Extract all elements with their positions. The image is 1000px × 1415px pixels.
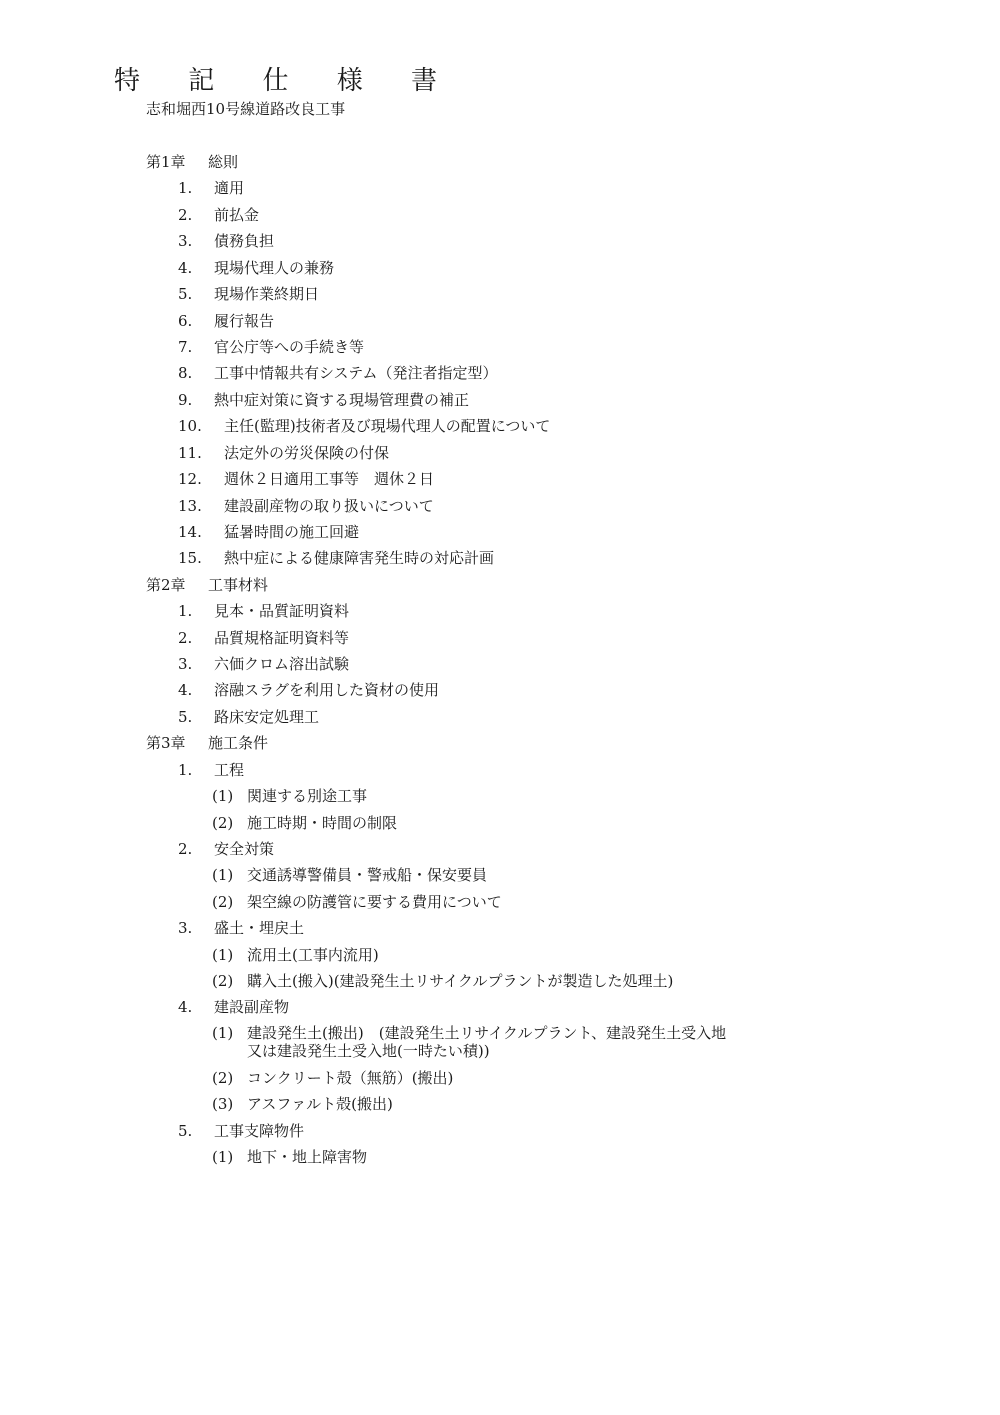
list-item <box>178 680 439 700</box>
item-text: 猛暑時間の施工回避 <box>224 523 360 541</box>
sub-item <box>212 1147 367 1167</box>
list-item <box>178 654 349 674</box>
sub-item-text: 建設発生土(搬出) (建設発生土リサイクルプラント、建設発生土受入地 <box>247 1024 727 1042</box>
list-item <box>178 760 244 780</box>
item-number: 5. <box>178 1122 193 1140</box>
sub-item-text: アスファルト殻(搬出) <box>247 1095 393 1113</box>
item-text: 六価クロム溶出試験 <box>214 655 350 673</box>
list-item <box>178 1121 304 1141</box>
item-number: 5. <box>178 285 193 303</box>
chapter-title: 総則 <box>208 153 239 171</box>
item-number: 2. <box>178 629 193 647</box>
sub-item-number: (2) <box>212 893 234 911</box>
list-item <box>178 707 319 727</box>
item-number: 5. <box>178 708 193 726</box>
sub-item-number: (1) <box>212 787 234 805</box>
list-item <box>178 839 274 859</box>
item-text: 盛土・埋戻土 <box>214 919 305 937</box>
sub-item-number: (3) <box>212 1095 234 1113</box>
sub-item-number: (1) <box>212 946 234 964</box>
item-number: 13. <box>178 497 202 515</box>
sub-item-number: (1) <box>212 1024 234 1042</box>
list-item <box>178 522 359 542</box>
item-text: 建設副産物の取り扱いについて <box>224 497 434 515</box>
sub-item-text: 購入土(搬入)(建設発生土リサイクルプラントが製造した処理土) <box>247 972 674 990</box>
list-item <box>178 178 244 198</box>
sub-item <box>212 1068 453 1088</box>
item-text: 週休２日適用工事等 週休２日 <box>224 470 435 488</box>
list-item <box>178 997 289 1017</box>
chapter-number: 第3章 <box>146 734 186 752</box>
item-number: 4. <box>178 998 193 1016</box>
item-text: 見本・品質証明資料 <box>214 602 350 620</box>
item-text: 現場代理人の兼務 <box>214 259 335 277</box>
item-text: 工事支障物件 <box>214 1122 305 1140</box>
chapter-number: 第1章 <box>146 153 186 171</box>
item-number: 3. <box>178 232 193 250</box>
item-text: 主任(監理)技術者及び現場代理人の配置について <box>224 417 551 435</box>
item-text: 官公庁等への手続き等 <box>214 338 365 356</box>
chapter-number: 第2章 <box>146 576 186 594</box>
item-number: 9. <box>178 391 193 409</box>
chapter-title: 工事材料 <box>208 576 269 594</box>
sub-item-continuation: 又は建設発生土受入地(一時たい積)) <box>247 1042 490 1060</box>
list-item <box>178 284 319 304</box>
chapter-2-heading <box>146 575 268 595</box>
sub-item-text: コンクリート殻（無筋）(搬出) <box>247 1069 454 1087</box>
list-item <box>178 390 469 410</box>
sub-item <box>212 1024 726 1060</box>
sub-item <box>212 1094 393 1114</box>
item-number: 1. <box>178 179 193 197</box>
item-number: 2. <box>178 206 193 224</box>
list-item <box>178 337 364 357</box>
list-item <box>178 258 334 278</box>
list-item <box>178 601 349 621</box>
list-item <box>178 416 550 436</box>
sub-item <box>212 786 367 806</box>
sub-item <box>212 865 487 885</box>
list-item <box>178 548 494 568</box>
chapter-title: 施工条件 <box>208 734 269 752</box>
item-text: 工程 <box>214 761 245 779</box>
item-number: 4. <box>178 681 193 699</box>
sub-item-text: 施工時期・時間の制限 <box>247 814 398 832</box>
chapter-1-heading <box>146 152 238 172</box>
list-item <box>178 231 274 251</box>
chapter-3-heading <box>146 733 268 753</box>
item-text: 前払金 <box>214 206 260 224</box>
item-number: 3. <box>178 919 193 937</box>
item-text: 適用 <box>214 179 245 197</box>
item-number: 6. <box>178 312 193 330</box>
list-item <box>178 205 259 225</box>
item-text: 熱中症による健康障害発生時の対応計画 <box>224 549 495 567</box>
item-text: 路床安定処理工 <box>214 708 320 726</box>
item-text: 法定外の労災保険の付保 <box>224 444 390 462</box>
item-text: 履行報告 <box>214 312 275 330</box>
item-number: 1. <box>178 602 193 620</box>
sub-item-text: 地下・地上障害物 <box>247 1148 368 1166</box>
document-title: 特 記 仕 様 書 <box>114 66 458 96</box>
sub-item-number: (2) <box>212 1069 234 1087</box>
sub-item <box>212 813 397 833</box>
item-number: 15. <box>178 549 202 567</box>
project-name: 志和堀西10号線道路改良工事 <box>146 100 346 118</box>
sub-item-text: 架空線の防護管に要する費用について <box>247 893 502 911</box>
item-number: 4. <box>178 259 193 277</box>
sub-item-text: 交通誘導警備員・警戒船・保安要員 <box>247 866 488 884</box>
sub-item-number: (2) <box>212 814 234 832</box>
item-number: 2. <box>178 840 193 858</box>
sub-item-number: (2) <box>212 972 234 990</box>
sub-item <box>212 945 379 965</box>
sub-item-text: 関連する別途工事 <box>247 787 368 805</box>
item-text: 工事中情報共有システム（発注者指定型） <box>214 364 498 382</box>
list-item <box>178 363 498 383</box>
item-number: 11. <box>178 444 202 462</box>
item-number: 8. <box>178 364 193 382</box>
item-number: 14. <box>178 523 202 541</box>
item-text: 品質規格証明資料等 <box>214 629 350 647</box>
item-text: 現場作業終期日 <box>214 285 320 303</box>
sub-item-number: (1) <box>212 866 234 884</box>
list-item <box>178 496 434 516</box>
item-number: 10. <box>178 417 202 435</box>
item-number: 3. <box>178 655 193 673</box>
item-number: 1. <box>178 761 193 779</box>
item-text: 熱中症対策に資する現場管理費の補正 <box>214 391 470 409</box>
list-item <box>178 311 274 331</box>
list-item <box>178 469 434 489</box>
sub-item <box>212 892 502 912</box>
item-text: 債務負担 <box>214 232 275 250</box>
sub-item <box>212 971 673 991</box>
list-item <box>178 443 389 463</box>
sub-item-text: 流用土(工事内流用) <box>247 946 379 964</box>
list-item <box>178 918 304 938</box>
item-text: 建設副産物 <box>214 998 290 1016</box>
list-item <box>178 628 349 648</box>
item-text: 溶融スラグを利用した資材の使用 <box>214 681 440 699</box>
item-number: 7. <box>178 338 193 356</box>
item-number: 12. <box>178 470 202 488</box>
sub-item-number: (1) <box>212 1148 234 1166</box>
item-text: 安全対策 <box>214 840 275 858</box>
